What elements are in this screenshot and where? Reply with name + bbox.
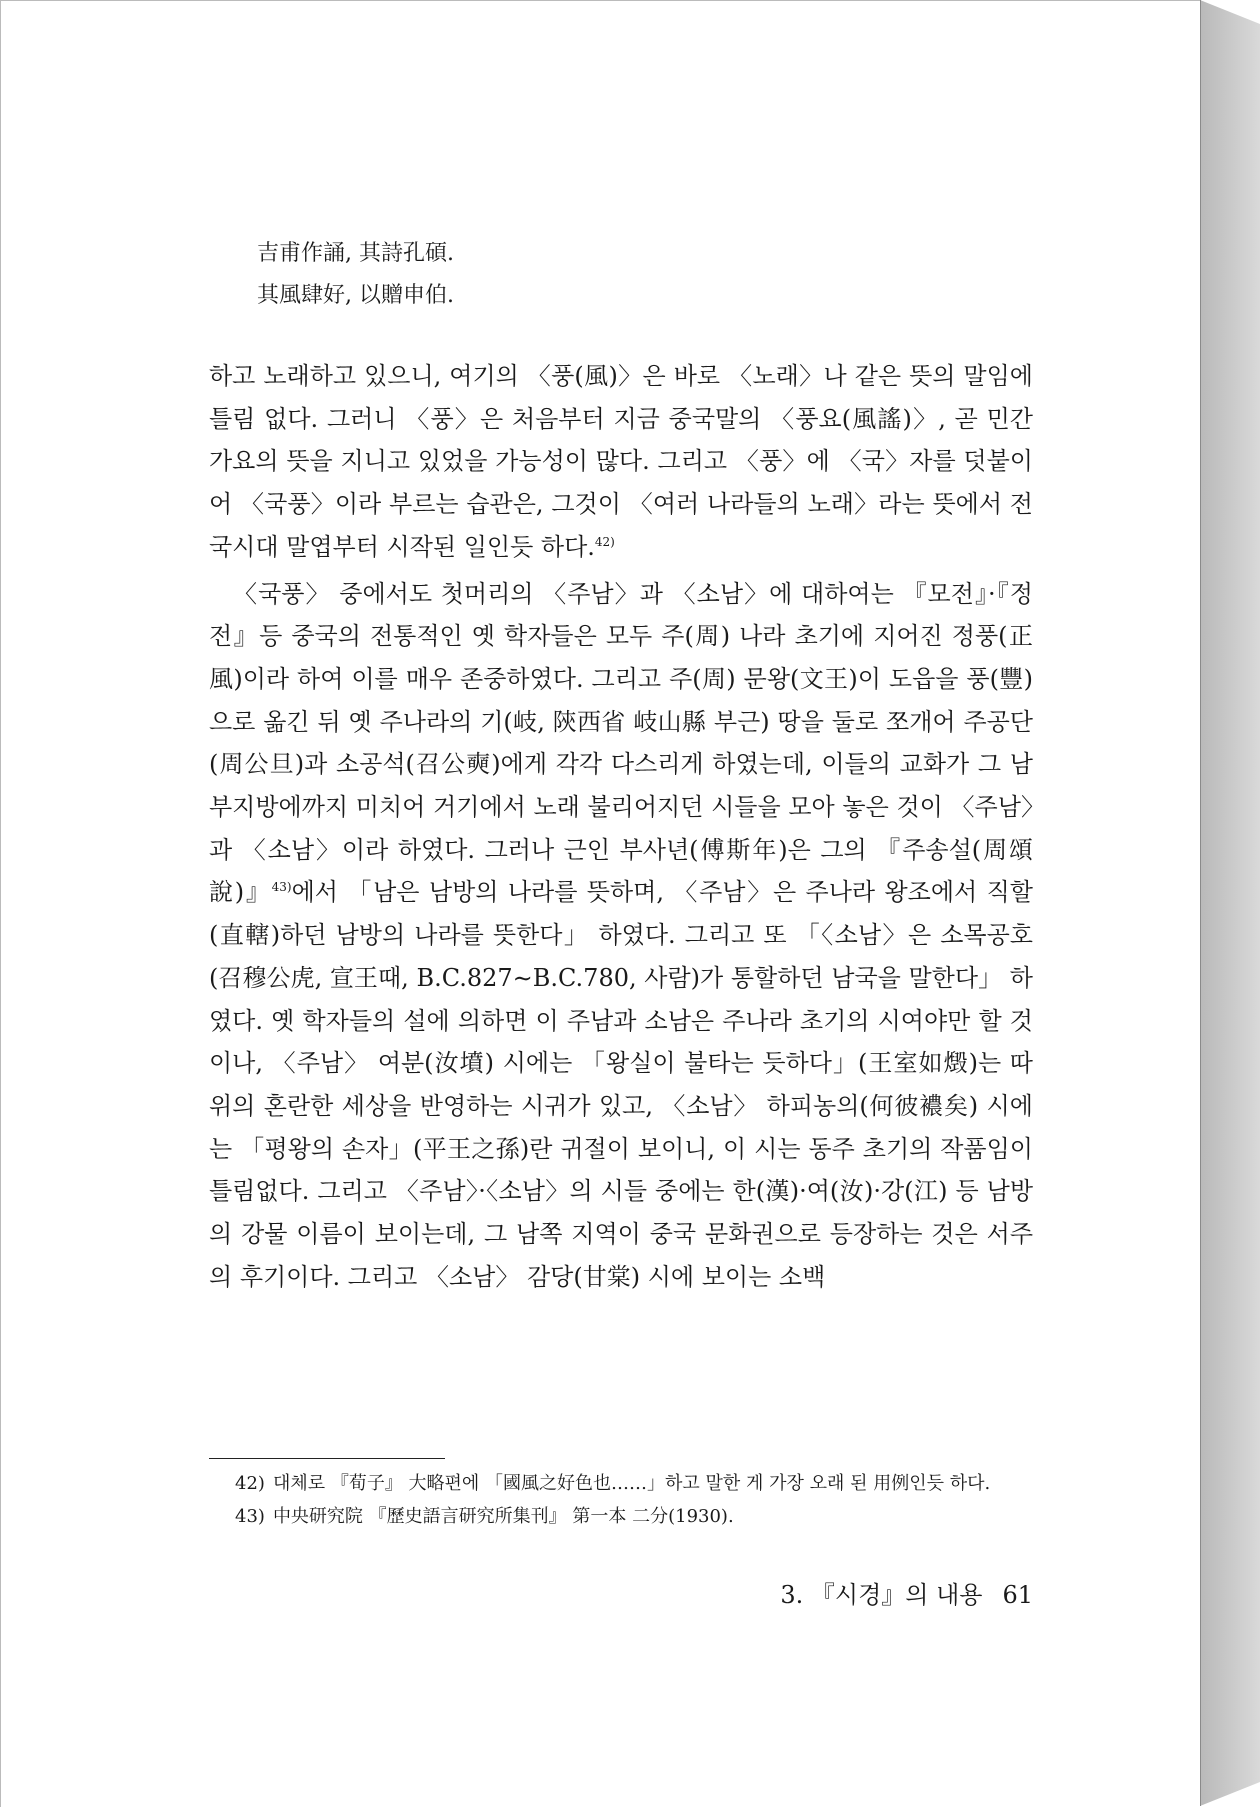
footnote-42 [235, 1469, 1033, 1498]
page-edge-line [1200, 0, 1201, 1806]
footnote-number: 42) [235, 1473, 265, 1494]
paragraph-2 [209, 573, 1033, 1299]
footnote-43 [235, 1502, 1033, 1531]
quote-line-1: 吉甫作誦, 其詩孔碩. [257, 241, 454, 266]
body-text [209, 355, 1033, 1298]
footnote-ref-43: 43) [271, 880, 292, 895]
paragraph-2-text-b: 에서 「남은 남방의 나라를 뜻하며, 〈주남〉은 주나라 왕조에서 직할(直轄)하던 남방의 나라를 뜻한다」 하였다. 그리고 또 「〈소남〉은 소목공호(召穆公虎, 宣王때, B.C.827∼B.C.780, 사람)가 통할하던 남국을 말한다」 하였다. 옛 학자들의 설에 의하면 이 주남과 소남은 주나라 초기의 시여야만 할 것이나, 〈주남〉 여분(汝墳) 시에는 「왕실이 불타는 듯하다」(王室如燬)는 따위의 혼란한 세상을 반영하는 시귀가 있고, 〈소남〉 하피농의(何彼襛矣) 시에는 「평왕의 손자」(平王之孫)란 귀절이 보이니, 이 시는 동주 초기의 작품임이 틀림없다. 그리고 〈주남〉·〈소남〉의 시들 중에는 한(漢)·여(汝)·강(江) 등 남방의 강물 이름이 보이는데, 그 남쪽 지역이 중국 문화권으로 등장하는 것은 서주의 후기이다. 그리고 〈소남〉 감당(甘棠) 시에 보이는 소백 [209, 878, 1033, 1291]
quote-line-2: 其風肆好, 以贈申伯. [257, 283, 454, 308]
footnote-ref-42: 42) [594, 534, 615, 549]
footnotes [235, 1469, 1033, 1531]
footnote-text: 대체로 『荀子』 大略편에 「國風之好色也……」하고 말한 게 가장 오래 된 用例인듯 하다. [272, 1473, 991, 1494]
footnote-text: 中央研究院 『歷史語言研究所集刊』 第一本 二分(1930). [272, 1506, 734, 1527]
paragraph-1 [209, 355, 1033, 569]
quoted-poem [257, 233, 957, 317]
paragraph-2-text-a: 〈국풍〉 중에서도 첫머리의 〈주남〉과 〈소남〉에 대하여는 『모전』·『정전』등 중국의 전통적인 옛 학자들은 모두 주(周) 나라 초기에 지어진 정풍(正風)이라 하여 이를 매우 존중하였다. 그리고 주(周) 문왕(文王)이 도읍을 풍(豐)으로 옮긴 뒤 옛 주나라의 기(岐, 陝西省 岐山縣 부근) 땅을 둘로 쪼개어 주공단(周公旦)과 소공석(召公奭)에게 각각 다스리게 하였는데, 이들의 교화가 그 남부지방에까지 미치어 거기에서 노래 불리어지던 시들을 모아 놓은 것이 〈주남〉과 〈소남〉이라 하였다. 그러나 근인 부사년(傅斯年)은 그의 『주송설(周頌說)』 [209, 579, 1033, 907]
running-footer [651, 1575, 1033, 1610]
paragraph-1-text: 하고 노래하고 있으니, 여기의 〈풍(風)〉은 바로 〈노래〉나 같은 뜻의 말임에 틀림 없다. 그러니 〈풍〉은 처음부터 지금 중국말의 〈풍요(風謠)〉, 곧 민간가요의 뜻을 지니고 있었을 가능성이 많다. 그리고 〈풍〉에 〈국〉자를 덧붙이어 〈국풍〉이라 부르는 습관은, 그것이 〈여러 나라들의 노래〉라는 뜻에서 전국시대 말엽부터 시작된 일인듯 하다. [209, 362, 1033, 561]
footnote-number: 43) [235, 1506, 265, 1527]
page-edge-shadow [1200, 0, 1260, 1806]
page-number: 61 [1002, 1581, 1033, 1609]
footnote-rule [209, 1458, 445, 1459]
chapter-label: 3. 『시경』의 내용 [780, 1581, 983, 1609]
